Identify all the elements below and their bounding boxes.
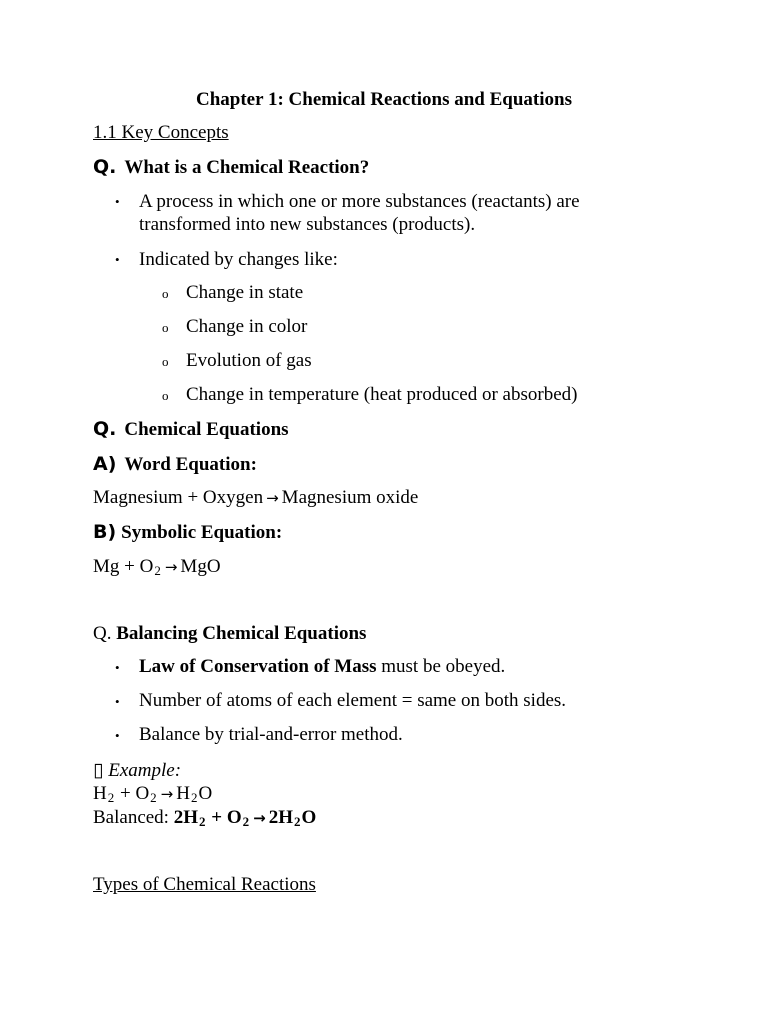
sub-bullet-text: Change in temperature (heat produced or absorbed) [186, 384, 578, 405]
bullet-text [139, 655, 505, 679]
word-equation-product: Magnesium oxide [281, 487, 419, 508]
question-heading: Balancing Chemical Equations [116, 623, 367, 644]
balanced-equation [93, 806, 316, 834]
formula-part: + O [119, 783, 150, 804]
arrow-icon: → [164, 558, 178, 576]
subscript: 2 [150, 790, 157, 805]
formula-part: H [93, 783, 107, 804]
subheading-marker: B) [93, 521, 117, 543]
subheading-symbolic-equation [93, 520, 282, 545]
subheading-text: Symbolic Equation: [121, 522, 283, 543]
bullet-text-continuation: transformed into new substances (products). [139, 214, 476, 235]
arrow-icon: → [253, 809, 266, 827]
example-label: Example: [108, 760, 182, 781]
formula-part: 2H [268, 807, 293, 828]
subscript: 2 [154, 563, 161, 578]
section-heading-types-of-reactions: Types of Chemical Reactions [93, 874, 316, 895]
arrow-icon: → [266, 489, 279, 507]
question-heading: What is a Chemical Reaction? [124, 157, 370, 178]
formula-part: + O [211, 807, 242, 828]
question-marker: Q. [93, 418, 117, 440]
balanced-label: Balanced: [93, 807, 174, 828]
subscript: 2 [199, 814, 206, 829]
question-what-is-chemical-reaction [93, 155, 369, 180]
sub-bullet-text: Change in state [186, 282, 304, 303]
formula-part: O [301, 807, 317, 828]
word-equation-reactants: Magnesium + Oxygen [93, 487, 264, 508]
formula-part: H [176, 783, 190, 804]
subscript: 2 [190, 790, 198, 805]
question-balancing-equations [93, 622, 366, 646]
example-label-line [93, 758, 181, 783]
subheading-word-equation [93, 452, 257, 477]
subscript: 2 [107, 790, 115, 805]
bullet-text: A process in which one or more substances (reactants) are [139, 191, 580, 212]
sub-bullet-icon: o [162, 286, 169, 301]
symbolic-product: MgO [180, 556, 221, 577]
sub-bullet-text: Evolution of gas [186, 350, 312, 371]
formula-part: 2H [173, 807, 198, 828]
chapter-title: Chapter 1: Chemical Reactions and Equations [196, 89, 572, 110]
question-marker: Q. [93, 156, 117, 178]
question-marker: Q. [93, 623, 112, 644]
question-chemical-equations [93, 417, 289, 442]
bullet-text: Indicated by changes like: [139, 249, 338, 270]
formula-part: O [198, 783, 213, 804]
sub-bullet-icon: o [162, 320, 169, 335]
subheading-text: Word Equation: [124, 454, 257, 475]
symbolic-equation [93, 555, 221, 583]
subheading-marker: A) [93, 453, 117, 475]
word-equation [93, 486, 418, 510]
bullet-bold-text: Law of Conservation of Mass [139, 656, 377, 677]
missing-glyph-icon: ▯ [93, 759, 104, 781]
bullet-icon: • [115, 660, 120, 675]
bullet-icon: • [115, 728, 120, 743]
bullet-rest-text: must be obeyed. [376, 656, 506, 677]
subscript: 2 [293, 814, 301, 829]
sub-bullet-icon: o [162, 388, 169, 403]
bullet-icon: • [115, 252, 120, 267]
symbolic-reactants: Mg + O [93, 556, 154, 577]
bullet-icon: • [115, 194, 120, 209]
sub-bullet-icon: o [162, 354, 169, 369]
bullet-text: Number of atoms of each element = same on both sides. [139, 690, 567, 711]
sub-bullet-text: Change in color [186, 316, 308, 337]
arrow-icon: → [160, 785, 174, 803]
balanced-formula [174, 807, 317, 828]
bullet-icon: • [115, 694, 120, 709]
bullet-text: Balance by trial-and-error method. [139, 724, 403, 745]
subscript: 2 [242, 814, 250, 829]
question-heading: Chemical Equations [124, 419, 289, 440]
section-heading-key-concepts: 1.1 Key Concepts [93, 122, 229, 143]
